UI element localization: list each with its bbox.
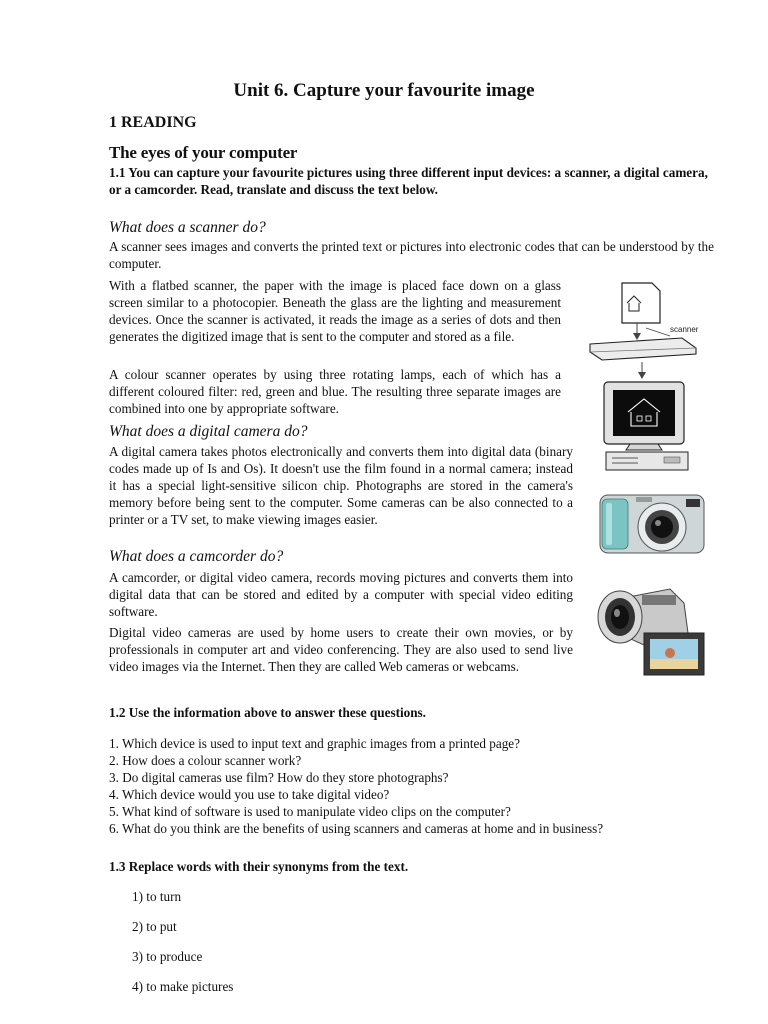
- camcorder-heading: What does a camcorder do?: [109, 548, 284, 565]
- scanner-paragraph-2: With a flatbed scanner, the paper with the image is placed face down on a glass screen similar to a photocopier. Beneath the glass are the lighting and measurement devices. Once the scanner is activated, it reads the image as a series of dots and then generates the digitized image that is sent to the computer and stored as a file.: [109, 278, 561, 344]
- exercise-3-heading: 1.3 Replace words with their synonyms from the text.: [109, 859, 409, 874]
- section-heading: 1 READING: [109, 114, 197, 131]
- camcorder-paragraph-1: A camcorder, or digital video camera, records moving pictures and converts them into digital data that can be stored and edited by a computer with special video editing software.: [109, 570, 573, 619]
- synonym-item: 3) to produce: [132, 949, 203, 964]
- scanner-computer-illustration: [582, 278, 714, 478]
- question-item: 2. How does a colour scanner work?: [109, 753, 302, 768]
- camcorder-illustration: [588, 579, 712, 683]
- synonym-item: 4) to make pictures: [132, 979, 234, 994]
- question-list: [109, 735, 603, 837]
- camera-paragraph: A digital camera takes photos electronically and converts them into digital data (binary codes made up of Is and Os). It doesn't use the film found in a normal camera; instead it has a special light-sensitive silicon chip. Photographs are stored in the camera's memory before being sent to the computer. Some cameras can be also connected to a printer or a TV set, to make viewing images easier.: [109, 444, 573, 527]
- camera-heading: What does a digital camera do?: [109, 423, 308, 440]
- scanner-paragraph-1: A scanner sees images and converts the printed text or pictures into electronic codes that can be understood by the computer.: [109, 239, 714, 271]
- scanner-paragraph-3: A colour scanner operates by using three rotating lamps, each of which has a different coloured filter: red, green and blue. The resulting three separate images are combined into one by appropriate software.: [109, 367, 561, 416]
- exercise-2-heading: 1.2 Use the information above to answer these questions.: [109, 705, 426, 720]
- synonym-item: 2) to put: [132, 919, 177, 934]
- digital-camera-illustration: [596, 487, 712, 561]
- question-item: 5. What kind of software is used to manipulate video clips on the computer?: [109, 804, 511, 819]
- reading-title: The eyes of your computer: [109, 143, 298, 162]
- camcorder-paragraph-2: Digital video cameras are used by home users to create their own movies, or by professionals in computer art and video conferencing. They are also used to send live video images via the Internet. Then they are called Web cameras or webcams.: [109, 625, 573, 674]
- intro-instructions: 1.1 You can capture your favourite pictures using three different input devices: a scanner, a digital camera, or a camcorder. Read, translate and discuss the text below.: [109, 165, 708, 197]
- question-item: 1. Which device is used to input text and graphic images from a printed page?: [109, 736, 521, 751]
- question-item: 3. Do digital cameras use film? How do they store photographs?: [109, 770, 449, 785]
- question-item: 6. What do you think are the benefits of using scanners and cameras at home and in business?: [109, 821, 604, 836]
- scanner-heading: What does a scanner do?: [109, 219, 266, 236]
- synonym-item: 1) to turn: [132, 889, 182, 904]
- page-title: Unit 6. Capture your favourite image: [233, 80, 535, 101]
- question-item: 4. Which device would you use to take digital video?: [109, 787, 390, 802]
- scanner-label: scanner: [670, 325, 699, 334]
